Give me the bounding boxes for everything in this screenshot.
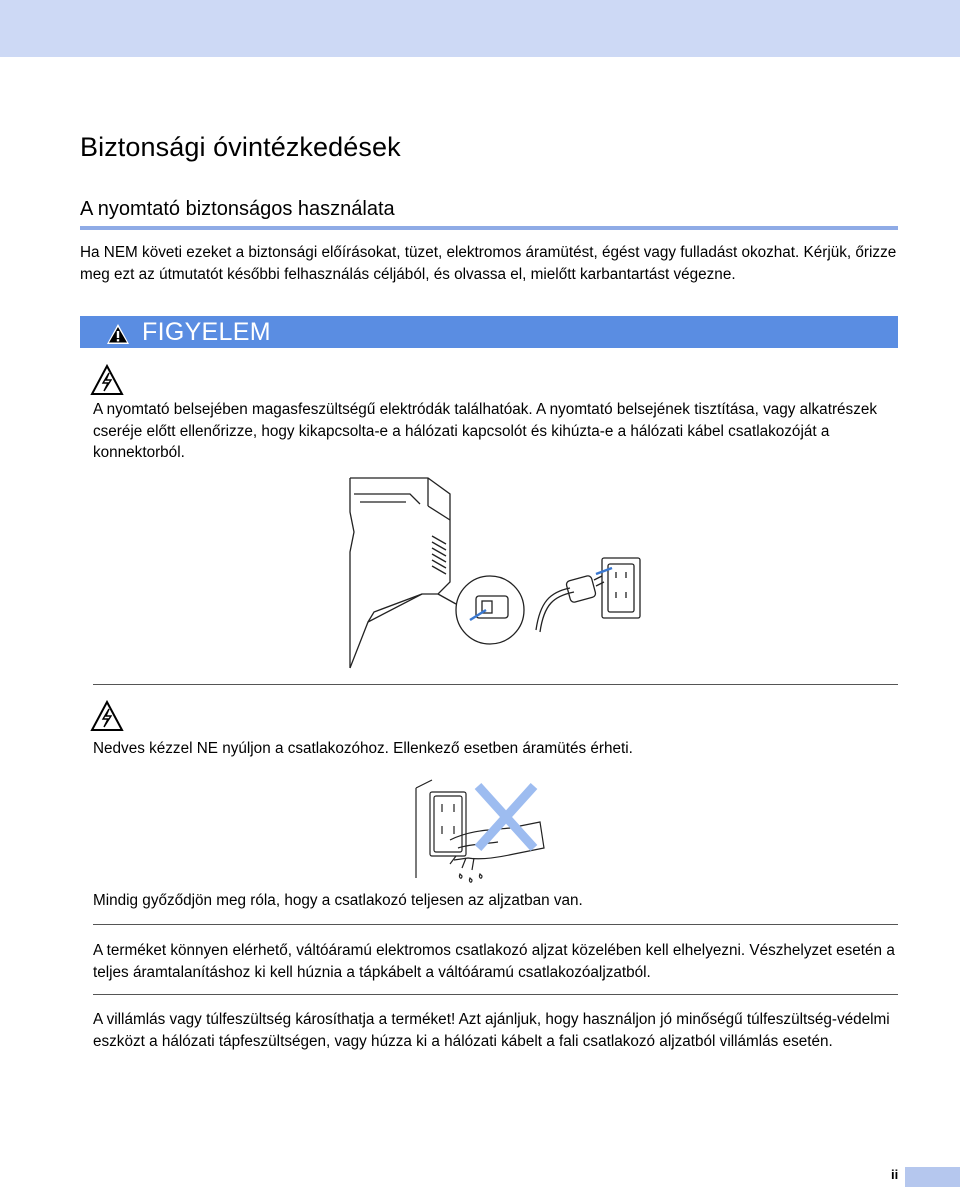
- page-title: Biztonsági óvintézkedések: [80, 132, 401, 162]
- divider-2: [93, 924, 898, 925]
- item-plug-fully-inserted: Mindig győződjön meg róla, hogy a csatlakozó teljesen az aljzatban van.: [93, 892, 583, 909]
- intro-paragraph: Ha NEM követi ezeket a biztonsági előírásokat, tüzet, elektromos áramütést, égést vagy fulladást okozhat. Kérjük, őrizze meg ezt az útmutatót későbbi felhasználás céljából, és olvassa el, mielőtt karbantartást végezne.: [80, 244, 897, 283]
- section-rule: [80, 226, 898, 230]
- divider-3: [93, 994, 898, 995]
- printer-unplug-illustration: [340, 472, 650, 677]
- section-heading: A nyomtató biztonságos használata: [80, 198, 395, 220]
- divider-1: [93, 684, 898, 685]
- high-voltage-icon: [90, 700, 124, 732]
- item-wet-hands: Nedves kézzel NE nyúljon a csatlakozóhoz. Ellenkező esetben áramütés érheti.: [93, 740, 633, 757]
- high-voltage-icon: [90, 364, 124, 396]
- page-number: ii: [891, 1167, 899, 1182]
- item-outlet-accessible: A terméket könnyen elérhető, váltóáramú elektromos csatlakozó aljzat közelében kell elhelyezni. Vészhelyzet esetén a teljes áramtalanításhoz ki kell húznia a tápkábelt a váltóáramú csatlakozóaljzatból.: [93, 942, 895, 981]
- top-band: [0, 0, 960, 57]
- item-high-voltage: A nyomtató belsejében magasfeszültségű elektródák találhatóak. A nyomtató belsejének tisztítása, vagy alkatrészek cseréje előtt ellenőrizze, hogy kikapcsolta-e a hálózati kapcsolót és kihúzta-e a hálózati kábel csatlakozóját a konnektorból.: [93, 401, 877, 461]
- page-tab: [905, 1167, 960, 1187]
- item-lightning-surge: A villámlás vagy túlfeszültség károsíthatja a terméket! Azt ajánljuk, hogy használjon jó minőségű túlfeszültség-védelmi eszközt a hálózati tápfeszültségen, vagy húzza ki a hálózati kábelt a fali csatlakozó aljzatból villámlás esetén.: [93, 1011, 890, 1050]
- wet-hand-outlet-illustration: [410, 778, 560, 888]
- warning-triangle-icon: [106, 323, 130, 345]
- warning-label: FIGYELEM: [142, 318, 271, 346]
